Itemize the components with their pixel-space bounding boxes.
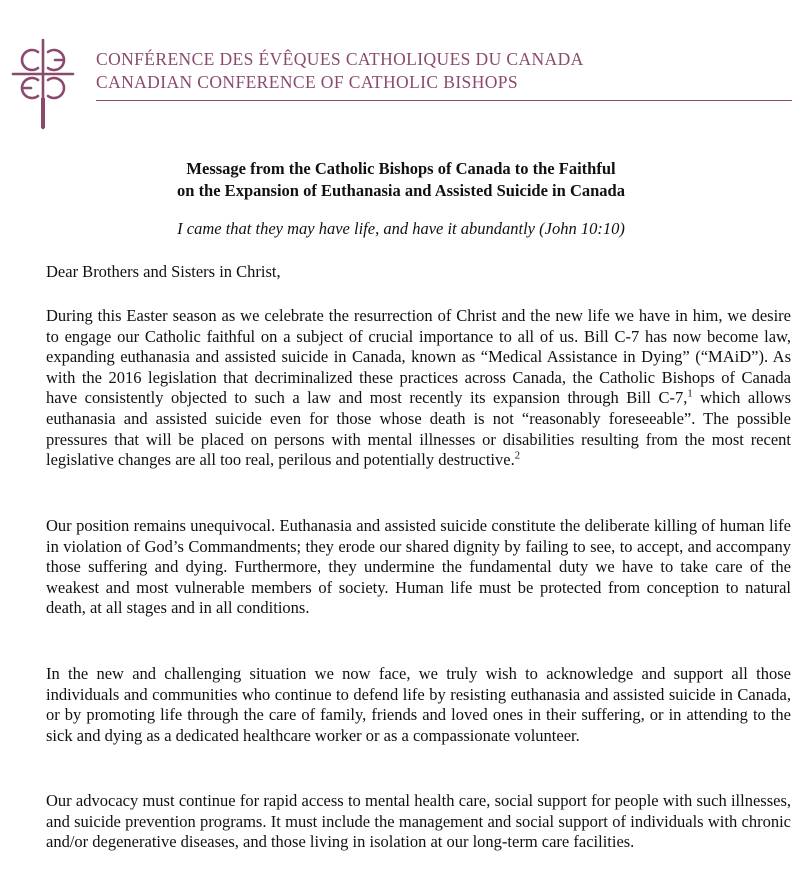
paragraph-3: In the new and challenging situation we now face, we truly wish to acknowledge and support all those individuals and communities who continue to defend life by resisting euthanasia and assisted suicide in Canada, or by promoting life through the care of family, friends and loved ones in their suffering, or in attending to the sick and dying as a dedicated healthcare worker or as a compassionate volunteer. xyxy=(46,664,791,745)
document-title-line-2: on the Expansion of Euthanasia and Assisted Suicide in Canada xyxy=(177,181,625,200)
footnote-ref-2[interactable]: 2 xyxy=(514,450,520,462)
paragraph-2: Our position remains unequivocal. Euthanasia and assisted suicide constitute the deliberate killing of human life in violation of God’s Commandments; they erode our shared dignity by failing to see, to accept, and accompany those suffering and dying. Furthermore, they undermine the fundamental duty we have to take care of the weakest and most vulnerable members of society. Human life must be protected from conception to natural death, at all stages and in all conditions. xyxy=(46,516,791,618)
cross-monogram-icon xyxy=(10,38,76,130)
scripture-epigraph: I came that they may have life, and have it abundantly (John 10:10) xyxy=(177,219,625,238)
paragraph-1 xyxy=(46,306,791,471)
document-title-line-1: Message from the Catholic Bishops of Canada to the Faithful xyxy=(186,159,616,178)
salutation: Dear Brothers and Sisters in Christ, xyxy=(46,262,281,281)
paragraph-1-text-a: During this Easter season as we celebrate the resurrection of Christ and the new life we have in him, we desire to engage our Catholic faithful on a subject of crucial importance to all of us. Bill C-7 has now become law, expanding euthanasia and assisted suicide in Canada, known as “Medical Assistance in Dying” (“MAiD”). As with the 2016 legislation that decriminalized these practices across Canada, the Catholic Bishops of Canada have consistently objected to such a law and most recently its expansion through Bill C-7, xyxy=(46,306,791,408)
organization-name-english: CANADIAN CONFERENCE OF CATHOLIC BISHOPS xyxy=(96,72,519,92)
paragraph-1-text-b: which allows euthanasia and assisted suicide even for those whose death is not “reasonably foreseeable”. The possible pressures that will be placed on persons with mental illnesses or disabilities resulting from the most recent legislative changes are all too real, perilous and potentially destructive. xyxy=(46,388,791,470)
paragraph-4: Our advocacy must continue for rapid access to mental health care, social support for people with such illnesses, and suicide prevention programs. It must include the management and social support of individuals with chronic and/or degenerative diseases, and those living in isolation at our long-term care facilities. xyxy=(46,791,791,852)
cccb-logo xyxy=(10,38,76,130)
footnote-ref-1[interactable]: 1 xyxy=(687,388,693,400)
header-divider xyxy=(96,100,792,101)
organization-name-french: CONFÉRENCE DES ÉVÊQUES CATHOLIQUES DU CANADA xyxy=(96,49,584,69)
